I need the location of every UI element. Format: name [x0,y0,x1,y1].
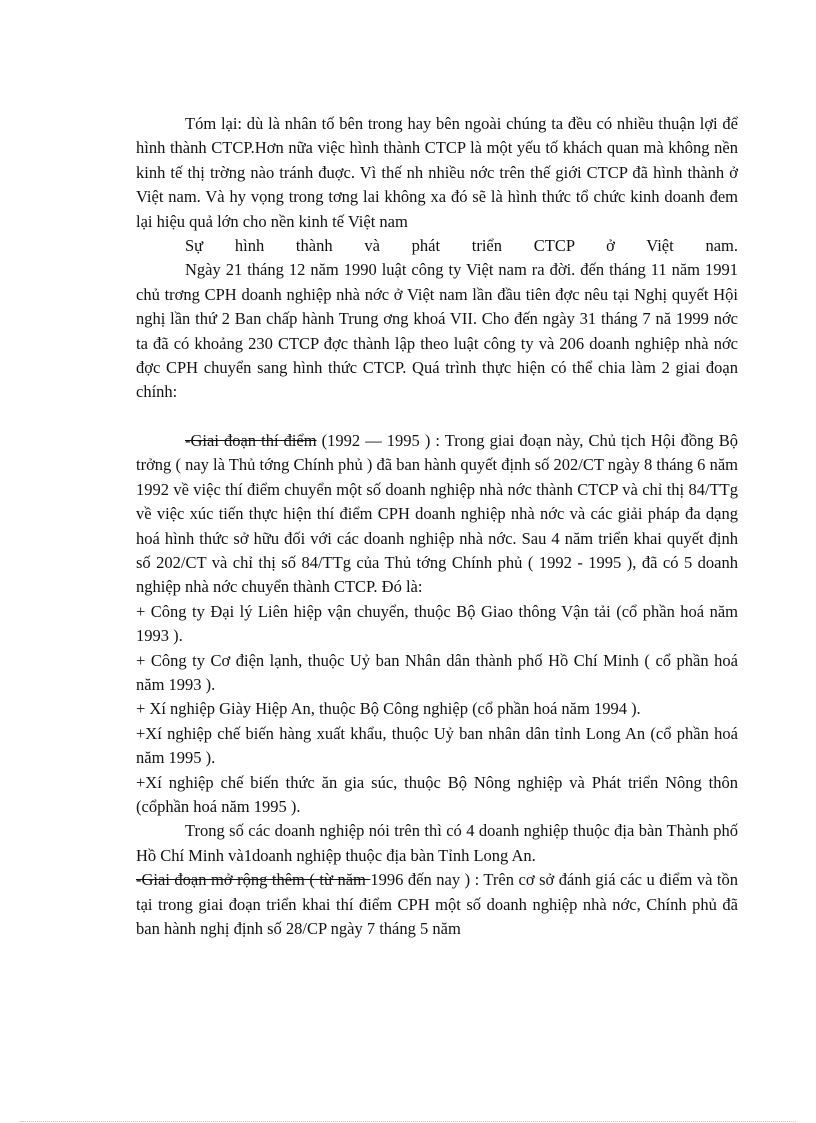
list-item: + Xí nghiệp Giày Hiệp An, thuộc Bộ Công nghiệp (cổ phần hoá năm 1994 ). [136,699,641,719]
pilot-phase-text: (1992 — 1995 ) : Trong giai đoạn này, Chủ tịch Hội đồng Bộ trởng ( nay là Thủ tớng Chính phủ ) đã ban hành quyết định số 202/CT ngày 8 tháng 6 năm 1992 về việc thí điểm chuyển một số doanh nghiệp nhà nớc thành CTCP và chỉ thị 84/TTg về việc xúc tiến thực hiện thí điểm CPH doanh nghiệp nhà nớc và các giải pháp đa dạng hoá hình thức sở hữu đối với các doanh nghiệp nhà nớc. Sau 4 năm triển khai quyết định số 202/CT và chỉ thị số 84/TTg của Thủ tớng Chính phủ ( 1992 - 1995 ), đã có 5 doanh nghiệp nhà nớc chuyển thành CTCP. Đó là: [136,430,738,597]
paragraph-pilot-phase [136,429,738,600]
expansion-phase-text: 1996 đến nay ) : Trên cơ sở đánh giá các u điểm và tồn tại trong giai đoạn triển khai thí điểm CPH một số doanh nghiệp nhà nớc, Chính phủ đã ban hành nghị định số 28/CP ngày 7 tháng 5 năm [136,870,739,938]
list-item: +Xí nghiệp chế biến hàng xuất khẩu, thuộc Uỷ ban nhân dân tỉnh Long An (cổ phần hoá năm 1995 ). [136,723,738,768]
document-body [136,112,738,941]
list-item: +Xí nghiệp chế biến thức ăn gia súc, thuộc Bộ Nông nghiệp và Phát triển Nông thôn (cổphần hoá năm 1995 ). [136,772,738,816]
list-item: + Công ty Đại lý Liên hiệp vận chuyển, thuộc Bộ Giao thông Vận tải (cổ phần hoá năm 1993 ). [136,601,738,646]
paragraph-count: Trong số các doanh nghiệp nói trên thì có 4 doanh nghiệp thuộc địa bàn Thành phố Hồ Chí Minh và1doanh nghiệp thuộc địa bàn Tỉnh Long An. [136,821,738,865]
page-bottom-border [20,1121,796,1122]
section-heading: Sự hình thành và phát triển CTCP ở Việt nam. [185,236,738,256]
list-item: + Công ty Cơ điện lạnh, thuộc Uỷ ban Nhân dân thành phố Hồ Chí Minh ( cổ phần hoá năm 1993 ). [136,650,738,694]
paragraph-history: Ngày 21 tháng 12 năm 1990 luật công ty Việt nam ra đời. đến tháng 11 năm 1991 chủ trơng CPH doanh nghiệp nhà nớc ở Việt nam lần đầu tiên đợc nêu tại Nghị quyết Hội nghị lần thứ 2 Ban chấp hành Trung ơng khoá VII. Cho đến ngày 31 tháng 7 nă 1999 nớc ta đã có khoảng 230 CTCP đợc thành lập theo luật công ty và 206 doanh nghiệp nhà nớc đợc CPH chuyển sang hình thức CTCP. Quá trình thực hiện có thể chia làm 2 giai đoạn chính: [136,260,738,402]
paragraph-expansion-phase [136,868,738,941]
pilot-phase-label: -Giai đoạn thí điểm [185,430,317,450]
expansion-phase-label: -Giai đoạn mở rộng thêm ( từ năm [136,870,371,890]
paragraph-gap [136,405,738,429]
paragraph-summary: Tóm lại: dù là nhân tố bên trong hay bên ngoài chúng ta đều có nhiều thuận lợi để hình thành CTCP.Hơn nữa việc hình thành CTCP là một yếu tố khách quan mà không nền kinh tế thị trờng nào tránh đuợc. Vì thế nh nhiều nớc trên thế giới CTCP đã hình thành ở Việt nam. Và hy vọng trong tơng lai không xa đó sẽ là hình thức tổ chức kinh doanh đem lại hiệu quả lớn cho nền kinh tế Việt nam [136,114,738,231]
